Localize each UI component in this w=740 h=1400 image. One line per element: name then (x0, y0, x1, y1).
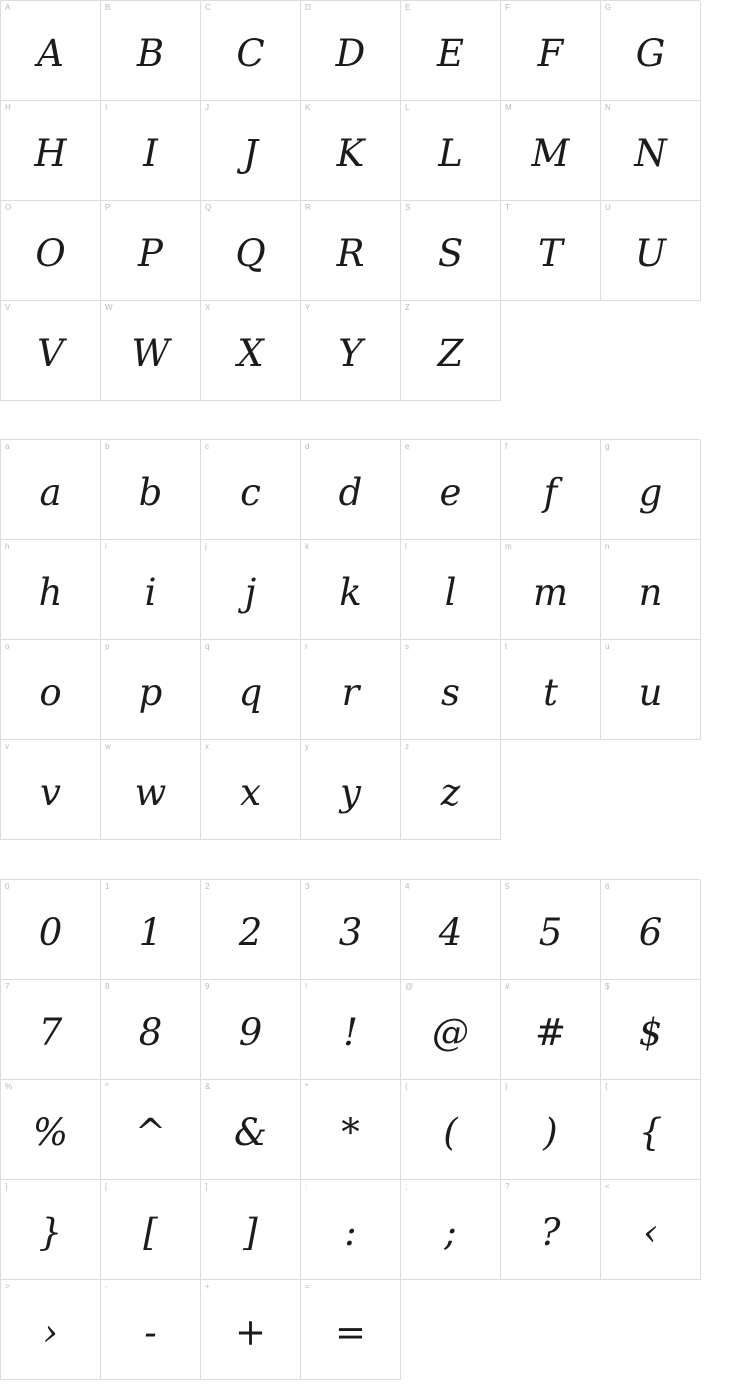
glyph-cell (101, 301, 201, 401)
glyph-cell-character: c (240, 471, 261, 514)
glyph-cell-character: e (439, 471, 462, 514)
glyph-cell-character: # (534, 1011, 566, 1054)
glyph-cell (501, 1, 601, 101)
glyph-cell-character: y (340, 771, 361, 814)
glyph-cell (601, 980, 701, 1080)
glyph-cell-tag: + (205, 1282, 210, 1291)
glyph-cell-tag: 6 (605, 882, 610, 891)
glyph-cell-character: J (243, 132, 258, 175)
glyph-cell-tag: n (605, 542, 610, 551)
glyph-cell-character: $ (638, 1011, 663, 1054)
glyph-cell-character: Z (437, 332, 464, 375)
glyph-cell-tag: ^ (105, 1082, 109, 1091)
glyph-cell-character: D (335, 32, 366, 75)
glyph-cell-tag: q (205, 642, 210, 651)
glyph-cell-tag: > (5, 1282, 10, 1291)
glyph-cell-tag: J (205, 103, 209, 112)
glyph-cell-character: ‹ (643, 1211, 658, 1254)
glyph-cell-tag: Z (405, 303, 410, 312)
glyph-cell-character: 5 (538, 911, 563, 954)
glyph-cell (1, 1, 101, 101)
glyph-cell (401, 1, 501, 101)
glyph-cell (401, 880, 501, 980)
glyph-cell-character: k (339, 571, 362, 614)
glyph-cell (201, 1180, 301, 1280)
glyph-cell-tag: 0 (5, 882, 10, 891)
glyph-cell-tag: L (405, 103, 410, 112)
glyph-cell (101, 440, 201, 540)
glyph-cell-tag: * (305, 1082, 309, 1091)
glyph-cell (301, 740, 401, 840)
glyph-cell (201, 101, 301, 201)
glyph-cell-character: u (638, 671, 663, 714)
glyph-cell-tag: 2 (205, 882, 210, 891)
glyph-cell-tag: u (605, 642, 610, 651)
glyph-cell (101, 640, 201, 740)
glyph-cell-character: U (634, 232, 667, 275)
glyph-cell-character: O (35, 232, 66, 275)
glyph-cell (101, 540, 201, 640)
glyph-cell-character: ? (540, 1211, 561, 1254)
glyph-cell-character: C (236, 32, 265, 75)
glyph-cell-tag: = (305, 1282, 310, 1291)
glyph-cell (501, 880, 601, 980)
glyph-cell (101, 1180, 201, 1280)
glyph-cell-tag: b (105, 442, 110, 451)
glyph-cell-tag: ( (405, 1082, 408, 1091)
glyph-cell-tag: l (405, 542, 407, 551)
glyph-cell-character: g (638, 471, 663, 514)
glyph-cell-tag: % (5, 1082, 13, 1091)
glyph-cell-tag: T (505, 203, 510, 212)
glyph-cell-tag: S (405, 203, 411, 212)
glyph-cell-character: : (344, 1211, 357, 1254)
glyph-cell-character: d (338, 471, 363, 514)
glyph-cell-tag: F (505, 3, 510, 12)
glyph-cell-character: X (237, 332, 264, 375)
glyph-cell (401, 1080, 501, 1180)
glyph-cell (501, 1080, 601, 1180)
glyph-cell (301, 880, 401, 980)
glyph-cell (301, 301, 401, 401)
glyph-cell (601, 1, 701, 101)
glyph-cell-character: 3 (338, 911, 363, 954)
glyph-cell (201, 1, 301, 101)
glyph-cell (1, 540, 101, 640)
glyph-cell-tag: V (5, 303, 11, 312)
glyph-cell (201, 880, 301, 980)
glyph-cell-tag: ! (305, 982, 308, 991)
glyph-cell-tag: P (105, 203, 111, 212)
glyph-block-uppercase (0, 0, 700, 401)
glyph-cell (401, 201, 501, 301)
glyph-cell (601, 201, 701, 301)
glyph-cell-character: { (638, 1111, 663, 1154)
glyph-cell-empty (501, 301, 601, 401)
glyph-cell-character: 1 (138, 911, 163, 954)
glyph-cell (301, 1280, 401, 1380)
glyph-cell (301, 201, 401, 301)
glyph-cell (201, 540, 301, 640)
glyph-cell (201, 201, 301, 301)
glyph-cell-character: s (441, 671, 460, 714)
glyph-cell-tag: y (305, 742, 309, 751)
glyph-cell-tag: - (105, 1282, 108, 1291)
glyph-cell-tag: Y (305, 303, 311, 312)
glyph-cell-character: N (634, 132, 667, 175)
glyph-cell-character: - (144, 1311, 157, 1354)
glyph-cell (1, 101, 101, 201)
glyph-cell-tag: s (405, 642, 409, 651)
glyph-cell-character: v (40, 771, 61, 814)
glyph-cell-tag: I (105, 103, 108, 112)
glyph-cell-tag: : (305, 1182, 308, 1191)
glyph-cell (1, 1080, 101, 1180)
glyph-cell-tag: { (605, 1082, 608, 1091)
glyph-cell-tag: c (205, 442, 209, 451)
glyph-grid-uppercase (0, 0, 700, 401)
glyph-cell-character: m (532, 571, 569, 614)
glyph-cell-character: n (638, 571, 663, 614)
glyph-cell (501, 980, 601, 1080)
glyph-cell (401, 640, 501, 740)
glyph-cell-character: @ (432, 1011, 469, 1054)
glyph-cell (201, 440, 301, 540)
glyph-cell (601, 1180, 701, 1280)
glyph-cell (1, 201, 101, 301)
glyph-cell-tag: z (405, 742, 409, 751)
glyph-cell-tag: @ (405, 982, 414, 991)
glyph-cell-character: + (234, 1311, 266, 1354)
glyph-cell-tag: R (305, 203, 311, 212)
glyph-cell (601, 880, 701, 980)
glyph-cell (501, 440, 601, 540)
glyph-cell-tag: Q (205, 203, 212, 212)
glyph-cell-character: ] (243, 1211, 258, 1254)
glyph-cell-empty (601, 301, 701, 401)
glyph-cell (101, 1080, 201, 1180)
glyph-cell-character: p (138, 671, 163, 714)
glyph-cell (101, 1, 201, 101)
glyph-cell-tag: m (505, 542, 512, 551)
glyph-cell-tag: 9 (205, 982, 210, 991)
glyph-cell-empty (501, 1280, 601, 1380)
glyph-cell-tag: 7 (5, 982, 10, 991)
glyph-cell-tag: 3 (305, 882, 310, 891)
glyph-cell-character: R (336, 232, 365, 275)
glyph-cell (301, 101, 401, 201)
glyph-cell-character: Y (338, 332, 363, 375)
glyph-cell (401, 540, 501, 640)
glyph-cell (101, 101, 201, 201)
glyph-cell (501, 101, 601, 201)
glyph-cell-character: x (240, 771, 261, 814)
glyph-cell-character: 2 (238, 911, 263, 954)
glyph-cell-character: 6 (638, 911, 663, 954)
glyph-cell-tag: [ (105, 1182, 108, 1191)
glyph-cell-character: L (438, 132, 463, 175)
glyph-cell-character: › (43, 1311, 58, 1354)
glyph-cell-tag: k (305, 542, 309, 551)
glyph-cell-tag: U (605, 203, 611, 212)
glyph-cell-tag: p (105, 642, 110, 651)
glyph-cell-character: r (341, 671, 360, 714)
glyph-cell-tag: ? (505, 1182, 510, 1191)
glyph-cell-tag: < (605, 1182, 610, 1191)
glyph-cell-character: i (144, 571, 157, 614)
glyph-cell-tag: ; (405, 1182, 408, 1191)
glyph-cell-tag: g (605, 442, 610, 451)
glyph-cell-tag: A (5, 3, 11, 12)
glyph-cell (501, 540, 601, 640)
glyph-cell-character: q (238, 671, 263, 714)
glyph-cell-empty (601, 1280, 701, 1380)
glyph-cell-character: b (138, 471, 163, 514)
glyph-cell-character: } (38, 1211, 63, 1254)
glyph-cell (201, 301, 301, 401)
glyph-cell (601, 540, 701, 640)
glyph-cell-character: h (38, 571, 63, 614)
glyph-grid-digits-symbols (0, 879, 700, 1380)
glyph-cell-tag: & (205, 1082, 211, 1091)
glyph-cell (501, 1180, 601, 1280)
glyph-cell-character: W (131, 332, 170, 375)
glyph-cell-tag: C (205, 3, 211, 12)
glyph-cell-character: I (143, 132, 158, 175)
glyph-cell-tag: t (505, 642, 508, 651)
glyph-cell-tag: } (5, 1182, 8, 1191)
glyph-cell-character: M (531, 132, 570, 175)
glyph-cell-character: S (437, 232, 464, 275)
glyph-cell-tag: e (405, 442, 410, 451)
glyph-cell-character: a (39, 471, 62, 514)
glyph-cell (1, 980, 101, 1080)
glyph-cell-character: % (32, 1111, 69, 1154)
glyph-cell-character: z (440, 771, 461, 814)
glyph-cell-character: T (538, 232, 563, 275)
glyph-cell-tag: N (605, 103, 611, 112)
glyph-cell (501, 201, 601, 301)
glyph-cell-character: f (543, 471, 558, 514)
glyph-cell-tag: E (405, 3, 411, 12)
glyph-cell (201, 980, 301, 1080)
glyph-cell-character: 7 (38, 1011, 63, 1054)
glyph-cell (1, 1180, 101, 1280)
glyph-cell-character: H (34, 132, 67, 175)
glyph-cell (601, 440, 701, 540)
glyph-cell (201, 1080, 301, 1180)
glyph-cell-character: ) (543, 1111, 558, 1154)
glyph-cell-character: V (37, 332, 64, 375)
glyph-cell-tag: ] (205, 1182, 208, 1191)
glyph-cell-tag: d (305, 442, 310, 451)
glyph-cell-tag: h (5, 542, 10, 551)
glyph-block-digits-symbols (0, 879, 700, 1380)
glyph-cell-tag: 1 (105, 882, 110, 891)
glyph-cell (1, 301, 101, 401)
glyph-cell-character: & (234, 1111, 267, 1154)
glyph-cell-tag: W (105, 303, 113, 312)
glyph-cell-tag: w (105, 742, 111, 751)
glyph-cell (1, 740, 101, 840)
glyph-cell (401, 980, 501, 1080)
glyph-cell-tag: x (205, 742, 209, 751)
glyph-cell-empty (601, 740, 701, 840)
glyph-cell-tag: i (105, 542, 107, 551)
glyph-cell-character: 9 (238, 1011, 263, 1054)
glyph-cell-tag: r (305, 642, 308, 651)
glyph-cell-tag: f (505, 442, 508, 451)
glyph-cell (1, 1280, 101, 1380)
glyph-cell-character: l (444, 571, 457, 614)
glyph-cell-tag: X (205, 303, 211, 312)
glyph-cell-tag: 4 (405, 882, 410, 891)
glyph-grid-lowercase (0, 439, 700, 840)
glyph-cell (201, 740, 301, 840)
glyph-cell-tag: o (5, 642, 10, 651)
glyph-cell (301, 440, 401, 540)
glyph-cell-character: E (436, 32, 464, 75)
glyph-cell-character: A (37, 32, 64, 75)
glyph-cell-tag: ) (505, 1082, 508, 1091)
glyph-cell-tag: j (205, 542, 207, 551)
glyph-cell (401, 1180, 501, 1280)
glyph-cell-character: P (138, 232, 163, 275)
glyph-cell (401, 740, 501, 840)
glyph-cell-tag: D (305, 3, 311, 12)
glyph-cell-tag: a (5, 442, 10, 451)
glyph-cell-tag: 5 (505, 882, 510, 891)
glyph-cell (501, 640, 601, 740)
glyph-cell (601, 1080, 701, 1180)
glyph-cell (101, 740, 201, 840)
glyph-cell-tag: M (505, 103, 512, 112)
glyph-cell-tag: 8 (105, 982, 110, 991)
glyph-cell-character: w (134, 771, 167, 814)
glyph-cell-character: o (39, 671, 62, 714)
glyph-cell-character: ^ (134, 1111, 166, 1154)
glyph-cell-character: ! (343, 1011, 358, 1054)
glyph-cell-character: [ (143, 1211, 158, 1254)
glyph-cell-character: ; (444, 1211, 457, 1254)
glyph-cell-tag: H (5, 103, 11, 112)
glyph-cell (101, 201, 201, 301)
glyph-cell-character: ( (443, 1111, 458, 1154)
glyph-cell (1, 440, 101, 540)
glyph-cell (301, 980, 401, 1080)
glyph-cell-tag: $ (605, 982, 610, 991)
glyph-cell-character: B (136, 32, 165, 75)
glyph-cell-character: 4 (438, 911, 463, 954)
glyph-cell (101, 880, 201, 980)
glyph-cell (201, 1280, 301, 1380)
glyph-cell-empty (501, 740, 601, 840)
glyph-cell-character: = (334, 1311, 366, 1354)
glyph-cell-tag: v (5, 742, 9, 751)
glyph-cell-character: Q (235, 232, 266, 275)
glyph-cell (401, 101, 501, 201)
glyph-cell (1, 880, 101, 980)
glyph-cell (101, 1280, 201, 1380)
glyph-cell (101, 980, 201, 1080)
glyph-cell-character: K (336, 132, 365, 175)
glyph-cell (401, 301, 501, 401)
glyph-cell-character: t (543, 671, 558, 714)
glyph-cell (301, 1080, 401, 1180)
glyph-cell-character: j (244, 571, 257, 614)
glyph-cell-tag: # (505, 982, 510, 991)
glyph-cell (1, 640, 101, 740)
glyph-block-lowercase (0, 439, 700, 840)
glyph-cell-character: 8 (138, 1011, 163, 1054)
glyph-cell-tag: G (605, 3, 612, 12)
glyph-cell-character: G (635, 32, 666, 75)
glyph-cell (301, 640, 401, 740)
glyph-cell (601, 101, 701, 201)
glyph-cell-empty (401, 1280, 501, 1380)
glyph-cell (301, 1, 401, 101)
glyph-cell (201, 640, 301, 740)
glyph-cell-tag: O (5, 203, 12, 212)
glyph-cell (301, 540, 401, 640)
glyph-cell (301, 1180, 401, 1280)
glyph-cell-character: 0 (38, 911, 63, 954)
glyph-cell-character: * (341, 1111, 360, 1154)
glyph-cell (401, 440, 501, 540)
glyph-cell-character: F (537, 32, 564, 75)
glyph-cell (601, 640, 701, 740)
glyph-cell-tag: K (305, 103, 311, 112)
glyph-cell-tag: B (105, 3, 111, 12)
